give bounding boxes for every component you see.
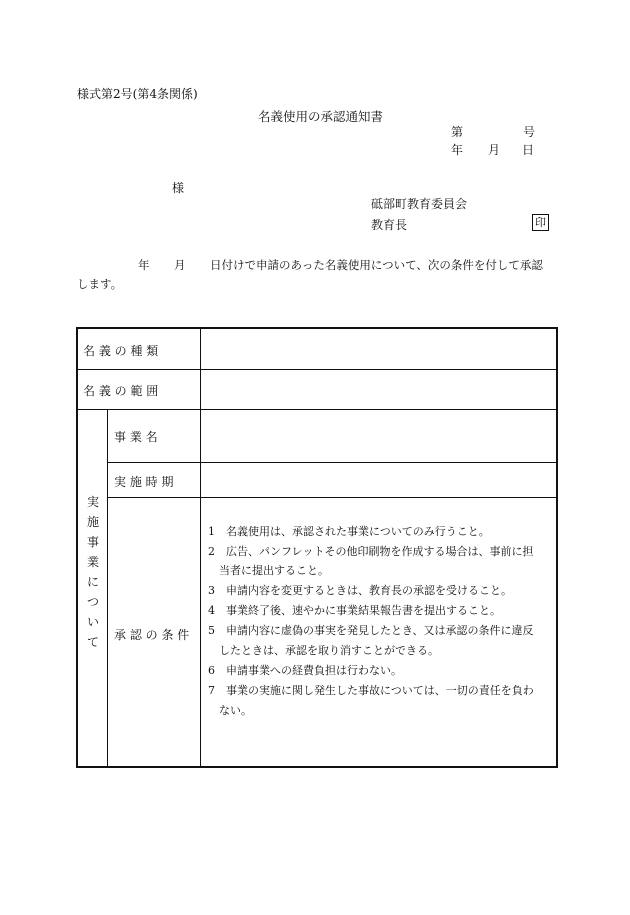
condition-line: 2 広告、パンフレットその他印刷物を作成する場合は、事前に担 <box>208 545 534 558</box>
label-name-type: 名 義 の 種 類 <box>83 344 159 358</box>
document-title: 名義使用の承認通知書 <box>258 109 384 124</box>
condition-line: 当者に提出すること。 <box>208 564 329 577</box>
conditions-table <box>76 327 558 768</box>
issuer-position: 教育長 <box>371 218 408 232</box>
condition-line: 4 事業終了後、速やかに事業結果報告書を提出すること。 <box>208 604 501 617</box>
body-month-label: 月 <box>174 258 186 272</box>
date-day-label: 日 <box>522 143 535 157</box>
label-approval-conditions: 承 認 の 条 件 <box>114 628 190 642</box>
seal-stamp: 印 <box>532 214 549 231</box>
table-row-divider <box>78 409 556 410</box>
date-month-label: 月 <box>488 143 501 157</box>
label-name-scope: 名 義 の 範 囲 <box>83 384 159 398</box>
body-year-label: 年 <box>138 258 150 272</box>
body-text: 日付けで申請のあった名義使用について、次の条件を付して承認 <box>210 258 543 272</box>
condition-line: 3 申請内容を変更するときは、教育長の承認を受けること。 <box>208 584 512 597</box>
label-implementation-period: 実 施 時 期 <box>114 475 174 489</box>
form-number: 様式第2号(第4条関係) <box>77 87 198 101</box>
condition-line: 5 申請内容に虚偽の事実を発見したとき、又は承認の条件に違反 <box>208 624 534 637</box>
number-prefix: 第 <box>451 125 464 139</box>
issuer-organization: 砥部町教育委員会 <box>371 197 468 211</box>
condition-line: したときは、承認を取り消すことができる。 <box>208 644 439 657</box>
condition-line: 1 名義使用は、承認された事業についてのみ行うこと。 <box>208 525 490 538</box>
date-year-label: 年 <box>451 143 464 157</box>
addressee-honorific: 様 <box>172 181 185 195</box>
condition-line: 7 事業の実施に関し発生した事故については、一切の責任を負わ <box>208 684 534 697</box>
body-text-line-2: します。 <box>77 277 123 291</box>
label-project-name: 事 業 名 <box>114 430 158 444</box>
number-suffix: 号 <box>523 125 536 139</box>
table-divider-main <box>200 329 201 766</box>
table-row-divider <box>78 369 556 370</box>
table-row-divider <box>107 497 556 498</box>
label-implementation-group: 実 施 事 業 に つ い て <box>86 495 99 649</box>
table-row-divider <box>107 462 556 463</box>
condition-line: ない。 <box>208 704 252 717</box>
condition-line: 6 申請事業への経費負担は行わない。 <box>208 664 402 677</box>
